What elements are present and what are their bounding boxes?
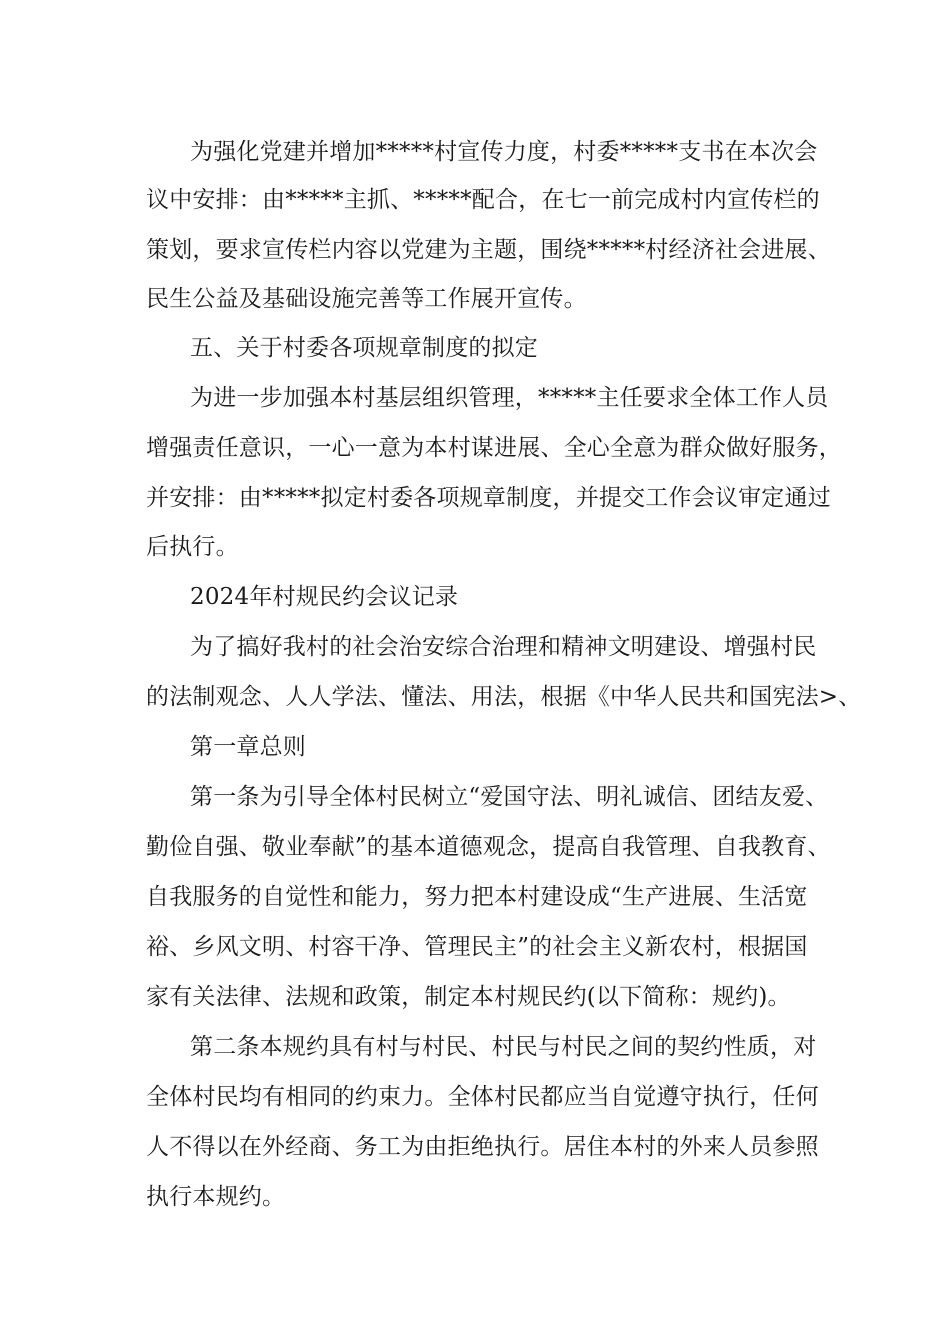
paragraph-line: 策划，要求宣传栏内容以党建为主题，围绕*****村经济社会进展、: [146, 237, 831, 263]
paragraph-line: 并安排：由*****拟定村委各项规章制度，并提交工作会议审定通过: [146, 485, 831, 511]
paragraph-line: 人不得以在外经商、务工为由拒绝执行。居住本村的外来人员参照: [146, 1134, 819, 1160]
paragraph-line: 增强责任意识，一心一意为本村谋进展、全心全意为群众做好服务，: [146, 435, 842, 461]
paragraph-line: 第一条为引导全体村民树立“爱国守法、明礼诚信、团结友爱、: [190, 784, 829, 810]
section-heading: 五、关于村委各项规章制度的拟定: [190, 335, 538, 361]
paragraph-line: 为进一步加强本村基层组织管理，*****主任要求全体工作人员: [190, 385, 829, 411]
paragraph-line: 议中安排：由*****主抓、*****配合，在七一前完成村内宣传栏的: [146, 187, 820, 213]
paragraph-line: 的法制观念、人人学法、懂法、用法，根据《中华人民共和国宪法>、: [146, 684, 862, 710]
chapter-heading: 第一章总则: [190, 734, 306, 760]
paragraph-line: 勤俭自强、敬业奉献”的基本道德观念，提高自我管理、自我教育、: [146, 834, 831, 860]
document-title: 2024年村规民约会议记录: [190, 584, 459, 610]
paragraph-line: 家有关法律、法规和政策，制定本村规民约(以下简称：规约)。: [146, 984, 791, 1010]
paragraph-line: 民生公益及基础设施完善等工作展开宣传。: [146, 286, 587, 312]
paragraph-line: 第二条本规约具有村与村民、村民与村民之间的契约性质，对: [190, 1034, 817, 1060]
paragraph-line: 自我服务的自觉性和能力，努力把本村建设成“生产进展、生活宽: [146, 884, 808, 910]
paragraph-line: 裕、乡风文明、村容干净、管理民主”的社会主义新农村，根据国: [146, 934, 808, 960]
paragraph-line: 执行本规约。: [146, 1184, 286, 1210]
paragraph-line: 为了搞好我村的社会治安综合治理和精神文明建设、增强村民: [190, 634, 817, 660]
paragraph-line: 为强化党建并增加*****村宣传力度，村委*****支书在本次会: [190, 139, 818, 165]
paragraph-line: 后执行。: [146, 534, 239, 560]
paragraph-line: 全体村民均有相同的约束力。全体村民都应当自觉遵守执行，任何: [146, 1084, 819, 1110]
